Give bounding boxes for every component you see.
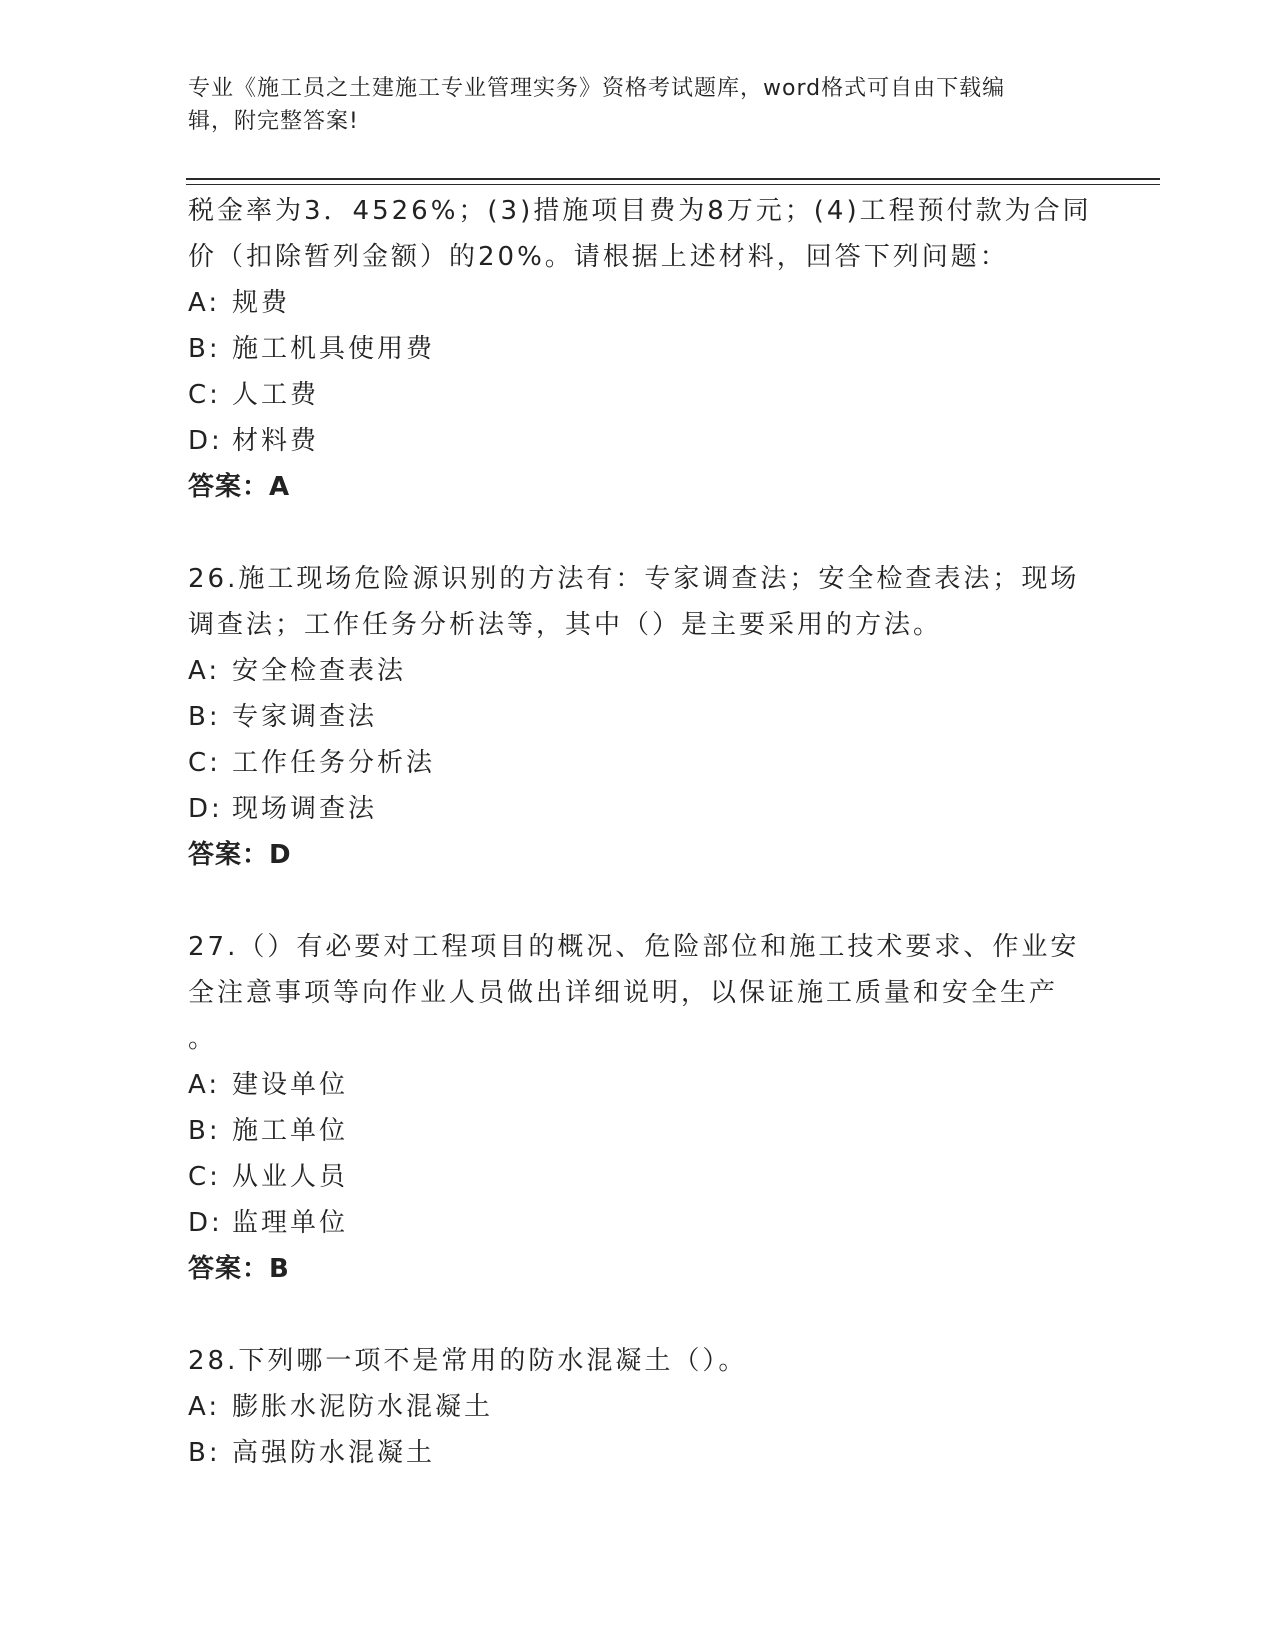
option-letter: B: — [188, 1116, 221, 1146]
header-rule-thick — [186, 178, 1160, 180]
answer: 答案：D — [188, 840, 292, 870]
option-text: 材料费 — [232, 426, 320, 456]
header-line-1: 专业《施工员之土建施工专业管理实务》资格考试题库，word格式可自由下载编 — [188, 76, 1006, 101]
option-b — [188, 1430, 1088, 1476]
option-letter: A: — [188, 656, 221, 686]
option-letter: C: — [188, 1162, 221, 1192]
option-letter: A: — [188, 1392, 221, 1422]
option-d — [188, 1200, 1088, 1246]
option-c — [188, 740, 1088, 786]
question-text-line: 28.下列哪一项不是常用的防水混凝土（）。 — [188, 1346, 748, 1376]
option-text: 高强防水混凝土 — [232, 1438, 436, 1468]
answer: 答案：A — [188, 472, 291, 502]
option-letter: C: — [188, 748, 221, 778]
question-text-line: 26.施工现场危险源识别的方法有：专家调查法；安全检查表法；现场 — [188, 564, 1080, 594]
option-text: 施工机具使用费 — [232, 334, 436, 364]
header-line-2: 辑，附完整答案! — [188, 109, 359, 134]
spacer — [188, 1292, 1088, 1338]
question-text-line: 。 — [188, 1024, 218, 1054]
question-27 — [188, 924, 1088, 1292]
option-letter: D: — [188, 794, 223, 824]
option-b — [188, 694, 1088, 740]
option-text: 施工单位 — [232, 1116, 349, 1146]
question-list — [188, 188, 1092, 1476]
option-letter: C: — [188, 380, 221, 410]
option-text: 监理单位 — [232, 1208, 349, 1238]
option-d — [188, 418, 1088, 464]
option-text: 现场调查法 — [232, 794, 378, 824]
option-text: 膨胀水泥防水混凝土 — [232, 1392, 494, 1422]
option-letter: B: — [188, 1438, 221, 1468]
option-text: 从业人员 — [232, 1162, 349, 1192]
option-letter: D: — [188, 426, 223, 456]
question-25 — [188, 188, 1092, 510]
question-text-line: 调查法；工作任务分析法等，其中（）是主要采用的方法。 — [188, 610, 943, 640]
option-a — [188, 648, 1088, 694]
option-b — [188, 1108, 1088, 1154]
option-a — [188, 1062, 1088, 1108]
option-text: 安全检查表法 — [232, 656, 407, 686]
question-26 — [188, 556, 1088, 878]
option-letter: D: — [188, 1208, 223, 1238]
option-text: 建设单位 — [232, 1070, 349, 1100]
option-a — [188, 1384, 1088, 1430]
question-text-line: 价（扣除暂列金额）的20%。请根据上述材料，回答下列问题： — [188, 242, 1009, 272]
question-text-line: 税金率为3．4526%；(3)措施项目费为8万元；(4)工程预付款为合同 — [188, 196, 1092, 226]
option-c — [188, 1154, 1088, 1200]
option-d — [188, 786, 1088, 832]
option-text: 规费 — [232, 288, 291, 318]
question-text-line: 27.（）有必要对工程项目的概况、危险部位和施工技术要求、作业安 — [188, 932, 1080, 962]
question-28 — [188, 1338, 1088, 1476]
option-b — [188, 326, 1088, 372]
document-header — [188, 72, 1088, 138]
option-letter: A: — [188, 288, 221, 318]
question-text-line: 全注意事项等向作业人员做出详细说明，以保证施工质量和安全生产 — [188, 978, 1059, 1008]
spacer — [188, 510, 1088, 556]
option-letter: B: — [188, 334, 221, 364]
option-c — [188, 372, 1088, 418]
option-text: 工作任务分析法 — [232, 748, 436, 778]
answer: 答案：B — [188, 1254, 290, 1284]
option-text: 人工费 — [232, 380, 320, 410]
header-rule-thin — [186, 184, 1160, 185]
option-text: 专家调查法 — [232, 702, 378, 732]
spacer — [188, 878, 1088, 924]
option-letter: B: — [188, 702, 221, 732]
option-a — [188, 280, 1088, 326]
option-letter: A: — [188, 1070, 221, 1100]
